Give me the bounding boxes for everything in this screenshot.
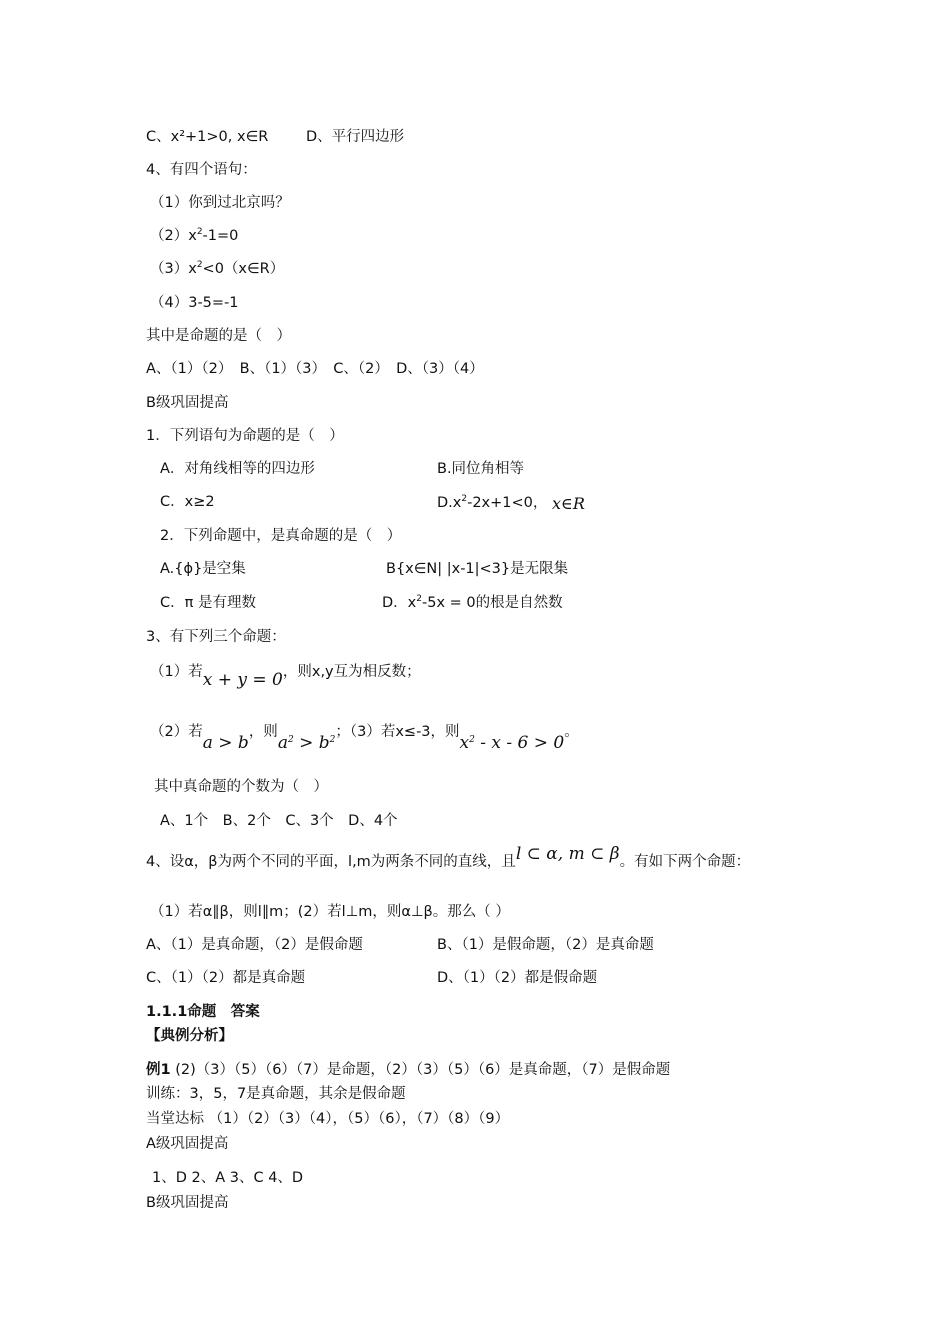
- statement-2: $(2)x^2-1=0$: [150, 227, 239, 244]
- b1-option-a: A．对角线相等的四边形: [160, 461, 315, 477]
- question-4-ask: 其中是命题的是（ ）: [146, 328, 291, 344]
- b2-option-a: A.{ϕ}是空集: [160, 561, 246, 577]
- b3-proposition-2-3: （2）若a > b，则$a^2 > b^2$；（3）若x≤-3，则$x^2 - x - 6 > 0$。: [150, 724, 579, 753]
- b1-option-d: $D.x^2-2x+1<0$， x∈R: [437, 494, 585, 513]
- statement-3: $(3)x^2<0(x\in R)$: [150, 260, 285, 277]
- b4-statements: （1）若α∥β，则l∥m；(2）若l⊥m，则α⊥β。那么（ ）: [150, 904, 510, 920]
- b1-option-c: C．x≥2: [160, 494, 215, 510]
- b3-title: 3、有下列三个命题：: [146, 629, 286, 645]
- b1-title: 1．下列语句为命题的是（ ）: [146, 428, 344, 444]
- training-answer: 训练：3，5，7是真命题，其余是假命题: [146, 1086, 406, 1102]
- standard-answer: 当堂达标 （1）（2）（3）（4），（5）（6），（7）（8）（9）: [146, 1111, 510, 1127]
- option-c-line: [146, 128, 268, 146]
- statement-1: （1）你到过北京吗？: [150, 195, 290, 211]
- example-1-answer: 例1 (2)（3）（5）（6）（7）是命题，（2）（3）（5）（6）是真命题，（7）是假命题: [146, 1062, 671, 1078]
- b4-option-b: B、（1）是假命题，（2）是真命题: [437, 937, 654, 953]
- b2-title: 2．下列命题中，是真命题的是（ ）: [160, 528, 402, 544]
- section-b-answers-heading: B级巩固提高: [146, 1195, 229, 1211]
- answers-heading: 1.1.1命题 答案: [146, 1004, 260, 1020]
- statement-4: （4）3-5=-1: [150, 295, 239, 311]
- b2-option-c: C．π 是有理数: [160, 595, 256, 611]
- section-a-answers-heading: A级巩固提高: [146, 1136, 229, 1152]
- b3-ask: 其中真命题的个数为（ ）: [154, 779, 328, 795]
- section-a-answers: 1、D 2、A 3、C 4、D: [152, 1170, 304, 1186]
- question-4-options: A、（1）（2） B、（1）（3） C、（2） D、（3）（4）: [146, 361, 484, 377]
- option-c: C、x²+1>0, x∈R: [146, 129, 269, 145]
- section-b-heading: B级巩固提高: [146, 395, 229, 411]
- analysis-heading: 【典例分析】: [146, 1028, 233, 1044]
- b2-option-b: B{x∈N| |x-1|<3}是无限集: [386, 561, 569, 577]
- b4-option-a: A、（1）是真命题，（2）是假命题: [146, 937, 363, 953]
- b3-options: A、1个 B、2个 C、3个 D、4个: [160, 813, 398, 829]
- question-4-title: 4、有四个语句：: [146, 162, 257, 178]
- b4-title: 4、设α，β为两个不同的平面，l,m为两条不同的直线，且l ⊂ α, m ⊂ β。有如下两个命题：: [146, 844, 751, 870]
- b1-option-b: B.同位角相等: [437, 461, 525, 477]
- b4-option-c: C、（1）（2）都是真命题: [146, 970, 306, 986]
- b3-proposition-1: （1）若x + y = 0，则x,y互为相反数；: [150, 664, 421, 690]
- option-d: D、平行四边形: [306, 129, 405, 145]
- b4-option-d: D、（1）（2）都是假命题: [437, 970, 598, 986]
- b2-option-d: D．$x^2-5x = 0$的根是自然数: [382, 594, 563, 611]
